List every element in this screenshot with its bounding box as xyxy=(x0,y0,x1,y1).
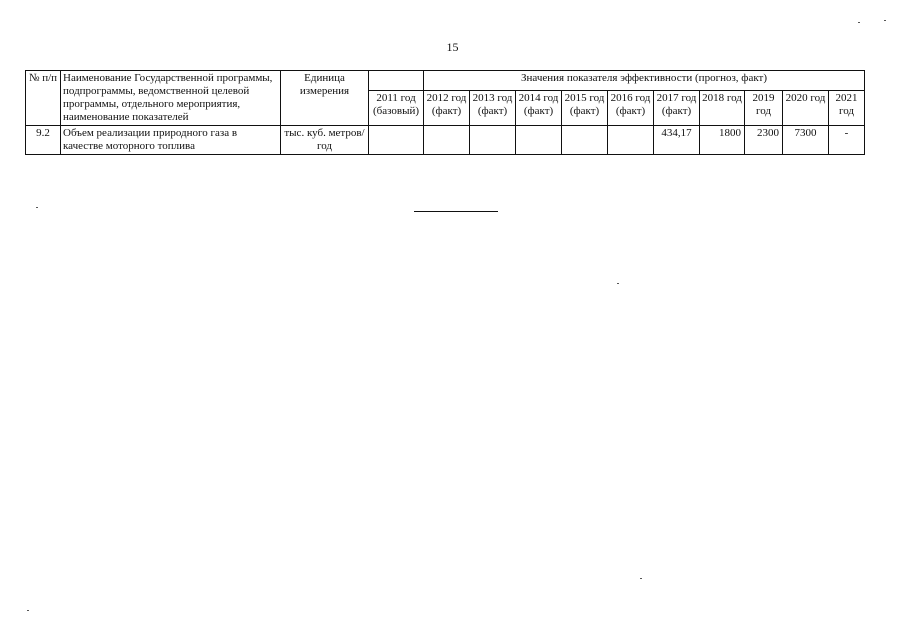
header-name: Наименование Государственной программы, подпрограммы, ведомственной целевой программы, отдельного мероприятия, наименование показателей xyxy=(61,71,281,126)
header-year: 2021 год xyxy=(829,90,865,125)
row-value xyxy=(562,126,608,155)
page-number: 15 xyxy=(446,40,459,54)
table-row xyxy=(26,126,865,155)
row-value: - xyxy=(829,126,865,155)
header-year: 2020 год xyxy=(783,90,829,125)
row-value xyxy=(424,126,470,155)
row-value xyxy=(369,126,424,155)
scan-speck xyxy=(858,22,860,23)
row-num: 9.2 xyxy=(26,126,61,155)
scan-speck xyxy=(617,283,619,284)
table-header-row xyxy=(26,71,865,91)
end-rule xyxy=(414,211,498,212)
header-year: 2014 год (факт) xyxy=(516,90,562,125)
header-year: 2015 год (факт) xyxy=(562,90,608,125)
header-year: 2016 год (факт) xyxy=(608,90,654,125)
row-value xyxy=(608,126,654,155)
header-year: 2012 год (факт) xyxy=(424,90,470,125)
scan-speck xyxy=(640,578,642,579)
header-year: 2019 год xyxy=(745,90,783,125)
scan-speck xyxy=(884,20,886,21)
header-year: 2013 год (факт) xyxy=(470,90,516,125)
row-unit: тыс. куб. метров/год xyxy=(281,126,369,155)
header-year: 2011 год (базовый) xyxy=(369,90,424,125)
row-value: 7300 xyxy=(783,126,829,155)
row-value xyxy=(516,126,562,155)
row-value xyxy=(470,126,516,155)
indicators-table xyxy=(25,70,865,155)
header-year: 2018 год xyxy=(700,90,745,125)
scan-speck xyxy=(36,207,38,208)
row-value: 434,17 xyxy=(654,126,700,155)
row-value: 2300 xyxy=(745,126,783,155)
header-blank-cell xyxy=(369,71,424,91)
header-year: 2017 год (факт) xyxy=(654,90,700,125)
header-values-group: Значения показателя эффективности (прогноз, факт) xyxy=(424,71,865,91)
header-num: № п/п xyxy=(26,71,61,126)
row-name: Объем реализации природного газа в качестве моторного топлива xyxy=(61,126,281,155)
header-unit: Единица измерения xyxy=(281,71,369,126)
row-value: 1800 xyxy=(700,126,745,155)
scan-speck xyxy=(27,610,29,611)
